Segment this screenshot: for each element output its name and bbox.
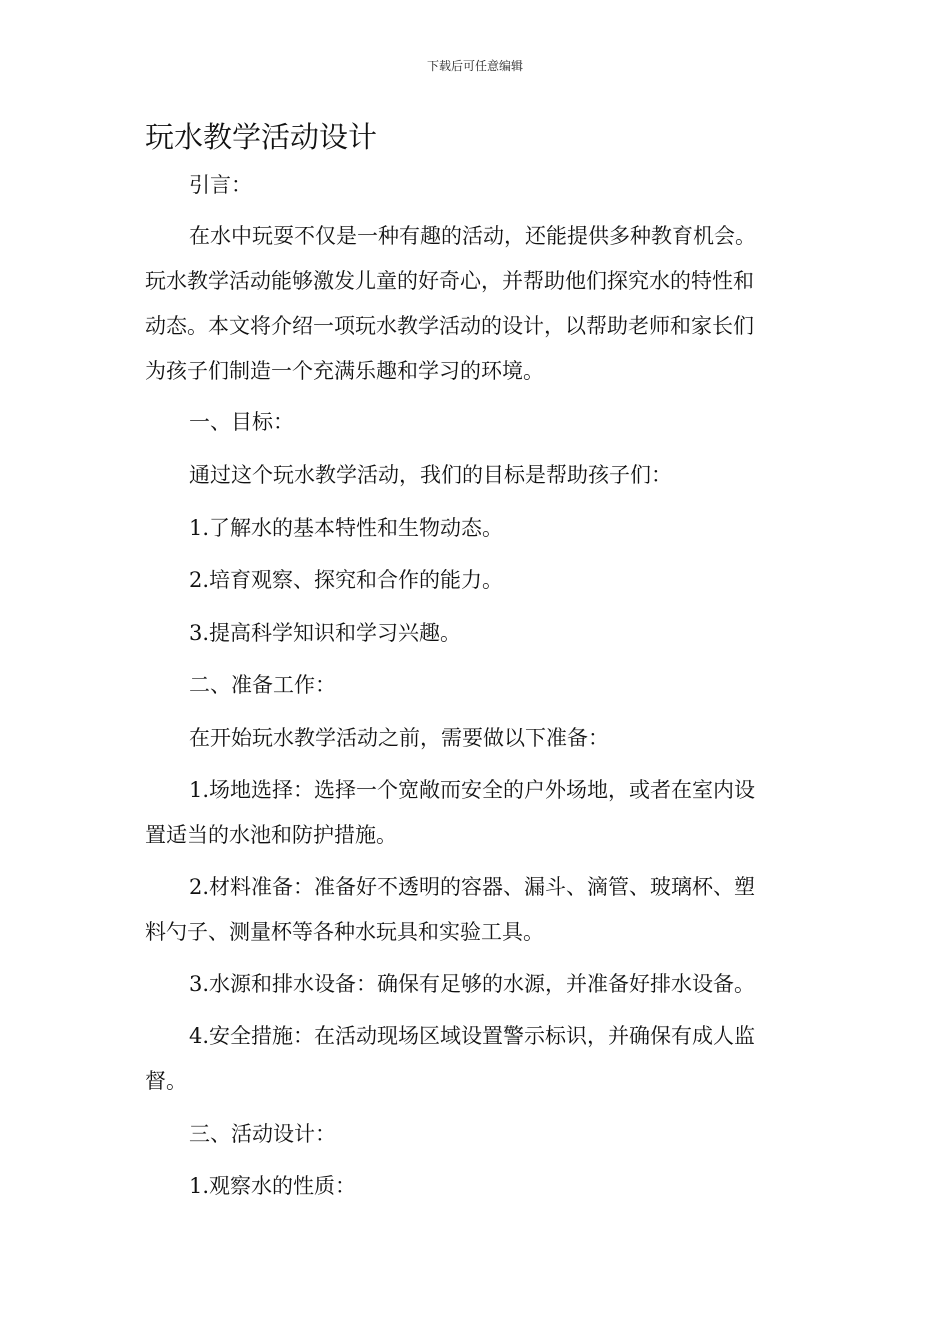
paragraph-line: 玩水教学活动能够激发儿童的好奇心，并帮助他们探究水的特性和	[145, 269, 754, 293]
section-heading: 三、活动设计：	[189, 1122, 336, 1146]
section-heading: 二、准备工作：	[189, 673, 336, 697]
document-title: 玩水教学活动设计	[145, 120, 378, 154]
paragraph-line: 在开始玩水教学活动之前，需要做以下准备：	[189, 726, 609, 750]
list-item: 4.安全措施：在活动现场区域设置警示标识，并确保有成人监	[189, 1024, 756, 1048]
list-item: 3.水源和排水设备：确保有足够的水源，并准备好排水设备。	[189, 972, 756, 996]
paragraph-line: 为孩子们制造一个充满乐趣和学习的环境。	[145, 359, 544, 383]
list-item: 2.材料准备：准备好不透明的容器、漏斗、滴管、玻璃杯、塑	[189, 875, 756, 899]
paragraph-line: 动态。本文将介绍一项玩水教学活动的设计，以帮助老师和家长们	[145, 314, 754, 338]
list-item-continuation: 料勺子、测量杯等各种水玩具和实验工具。	[145, 920, 544, 944]
list-item: 1.了解水的基本特性和生物动态。	[189, 516, 504, 540]
list-item-continuation: 督。	[145, 1069, 187, 1093]
list-item: 3.提高科学知识和学习兴趣。	[189, 621, 462, 645]
paragraph-line: 在水中玩耍不仅是一种有趣的活动，还能提供多种教育机会。	[189, 224, 756, 248]
list-item: 1.观察水的性质：	[189, 1174, 357, 1198]
section-heading: 一、目标：	[189, 410, 294, 434]
paragraph-line: 通过这个玩水教学活动，我们的目标是帮助孩子们：	[189, 463, 672, 487]
list-item: 2.培育观察、探究和合作的能力。	[189, 568, 504, 592]
header-note: 下载后可任意编辑	[426, 59, 523, 73]
list-item-continuation: 置适当的水池和防护措施。	[145, 823, 397, 847]
list-item: 1.场地选择：选择一个宽敞而安全的户外场地，或者在室内设	[189, 778, 756, 802]
intro-heading: 引言：	[189, 173, 252, 197]
